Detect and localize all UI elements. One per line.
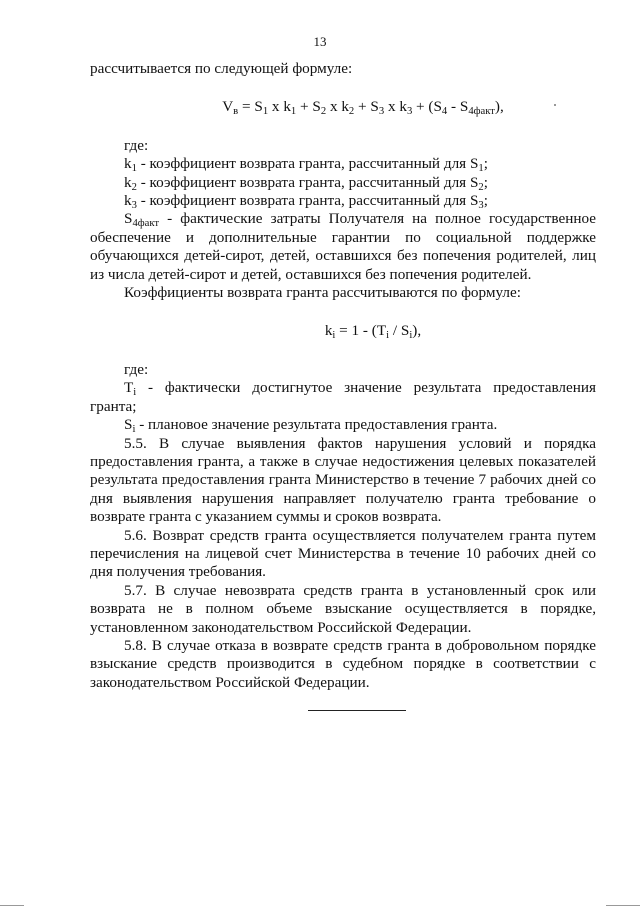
paragraph-5-6: 5.6. Возврат средств гранта осуществляется получателем гранта путем перечисления на лицевой счет Министерства в течение 10 рабочих дней со дня получения требования. xyxy=(90,526,596,581)
scan-edge-mark-right xyxy=(606,905,640,906)
where-label-1: где: xyxy=(124,136,149,154)
end-separator-line xyxy=(308,710,406,711)
page-number: 13 xyxy=(313,34,327,49)
paragraph-5-8: 5.8. В случае отказа в возврате средств гранта в добровольном порядке взыскание средств производится в судебном порядке в соответствии с законодательством Российской Федерации. xyxy=(90,636,596,691)
definition-k3: $k_3$ - коэффициент возврата гранта, рассчитанный для $S_3$; xyxy=(124,192,488,212)
scan-edge-mark-left xyxy=(0,905,24,906)
paragraph-5-7: 5.7. В случае невозврата средств гранта в установленный срок или возврата не в полном объеме взыскание осуществляется в порядке, установленном законодательством Российской Федерации. xyxy=(90,581,596,636)
definition-k1: $k_1$ - коэффициент возврата гранта, рассчитанный для $S_1$; xyxy=(124,155,488,175)
paragraph-5-5: 5.5. В случае выявления фактов нарушения условий и порядка предоставления гранта, а также в случае недостижения целевых показателей результата предоставления гранта Министерство в течение 7 рабочих дней со дня выявления нарушения направляет получателю гранта требование о возврате гранта с указанием суммы и сроков возврата. xyxy=(90,434,596,526)
where-label-2: где: xyxy=(124,360,149,378)
definition-k2: $k_2$ - коэффициент возврата гранта, рассчитанный для $S_2$; xyxy=(124,173,488,193)
definition-si: $S_i$ - плановое значение результата предоставления гранта. xyxy=(124,416,498,436)
document-body xyxy=(90,60,596,692)
formula-coefficient: $k_i = 1 - (T_i / S_i)$, xyxy=(324,322,422,342)
definition-ti: $T_i$ - фактически достигнутое значение результата предоставления гранта; xyxy=(90,379,596,415)
formula-return-volume: $V_в = S_1$ x $k_1 + S_2$ x $k_2 + S_3$ x $k_3 + (S_4 - S_{4факт})$, xyxy=(222,98,504,118)
definition-s4-fact: $S_{4факт}$ - фактические затраты Получателя на полное государственное обеспечение и дополнительные гарантии по социальной поддержке обучающихся детей-сирот, детей, оставшихся без попечения родителей, лиц из числа детей-сирот и детей, оставшихся без попечения родителей. xyxy=(90,210,596,283)
formula-intro: рассчитывается по следующей формуле: xyxy=(90,60,353,77)
scan-speck xyxy=(554,104,556,106)
coefficient-intro: Коэффициенты возврата гранта рассчитываются по формуле: xyxy=(124,284,521,302)
